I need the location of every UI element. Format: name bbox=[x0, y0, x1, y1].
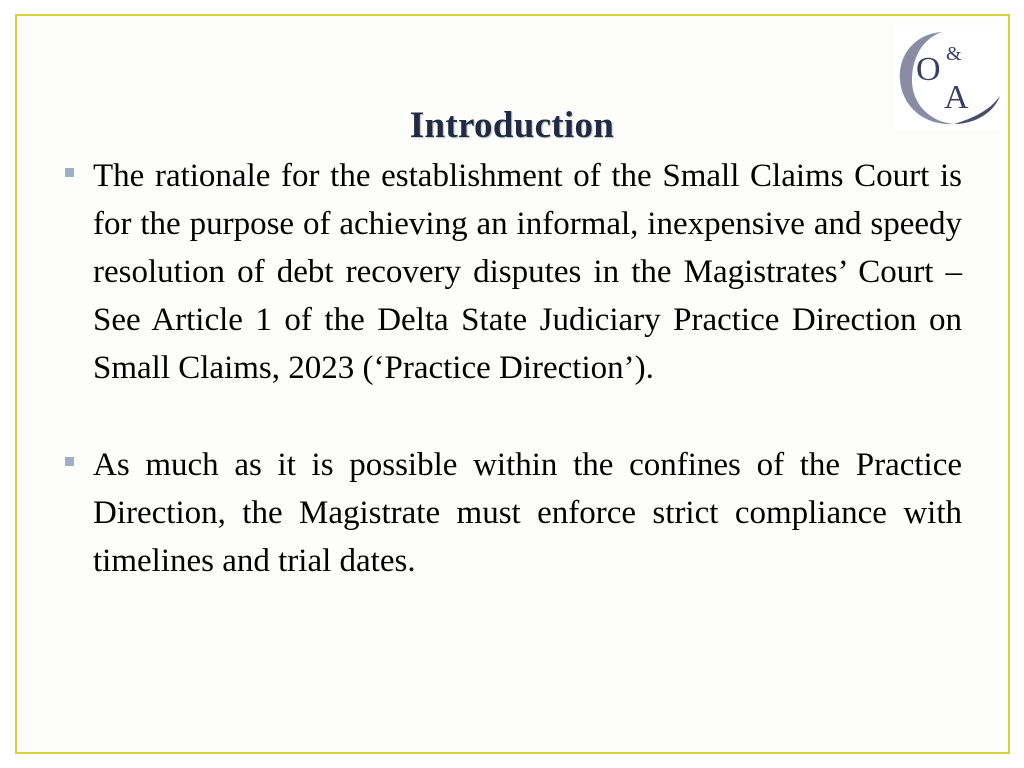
bullet-item bbox=[62, 152, 962, 392]
logo-ampersand: & bbox=[946, 43, 962, 65]
logo-letter-o: O bbox=[916, 51, 941, 88]
slide-title: Introduction bbox=[409, 105, 615, 146]
logo-letter-a: A bbox=[944, 79, 969, 116]
bullet-text: As much as it is possible within the confines of the Practice Direction, the Magistrate must enforce strict compliance with timelines and trial dates. bbox=[93, 447, 962, 579]
bullet-item bbox=[62, 441, 962, 585]
bullet-text: The rationale for the establishment of the Small Claims Court is for the purpose of achieving an informal, inexpensive and speedy resolution of debt recovery disputes in the Magistrates’ Court – See Article 1 of the Delta State Judiciary Practice Direction on Small Claims, 2023 (‘Practice Direction’). bbox=[93, 158, 962, 386]
bullet-square-icon bbox=[65, 168, 74, 177]
bullet-square-icon bbox=[65, 457, 74, 466]
bullet-list bbox=[62, 152, 962, 585]
